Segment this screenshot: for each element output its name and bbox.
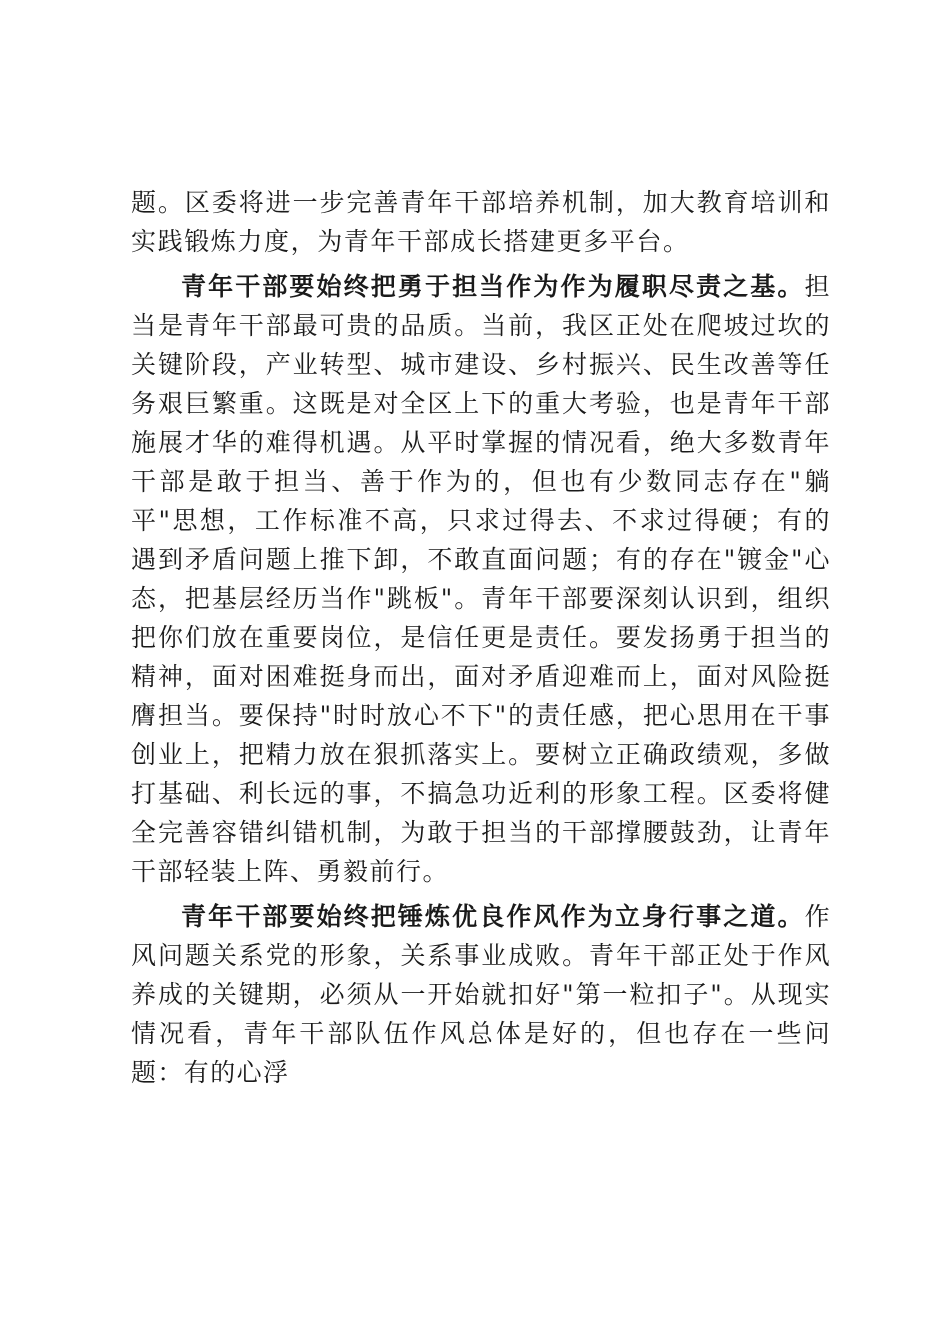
paragraph-3-lead: 青年干部要始终把锤炼优良作风作为立身行事之道。 <box>181 902 805 931</box>
paragraph-2-text: 担当是青年干部最可贵的品质。当前，我区正处在爬坡过坎的关键阶段，产业转型、城市建设、乡村振兴、民生改善等任务艰巨繁重。这既是对全区上下的重大考验，也是青年干部施展才华的难得机遇。从平时掌握的情况看，绝大多数青年干部是敢于担当、善于作为的，但也有少数同志存在"躺平"思想，工作标准不高，只求过得去、不求过得硬；有的遇到矛盾问题上推下卸，不敢直面问题；有的存在"镀金"心态，把基层经历当作"跳板"。青年干部要深刻认识到，组织把你们放在重要岗位，是信任更是责任。要发扬勇于担当的精神，面对困难挺身而出，面对矛盾迎难而上，面对风险挺膺担当。要保持"时时放心不下"的责任感，把心思用在干事创业上，把精力放在狠抓落实上。要树立正确政绩观，多做打基础、利长远的事，不搞急功近利的形象工程。区委将健全完善容错纠错机制，为敢于担当的干部撑腰鼓劲，让青年干部轻装上阵、勇毅前行。 <box>131 272 831 886</box>
paragraph-3-text: 作风问题关系党的形象，关系事业成败。青年干部正处于作风养成的关键期，必须从一开始就扣好"第一粒扣子"。从现实情况看，青年干部队伍作风总体是好的，但也存在一些问题：有的心浮 <box>131 902 831 1087</box>
paragraph-1 <box>131 183 831 261</box>
paragraph-2 <box>131 267 831 891</box>
paragraph-3 <box>131 897 831 1092</box>
paragraph-2-lead: 青年干部要始终把勇于担当作为作为履职尽责之基。 <box>181 272 805 301</box>
paragraph-1-text: 题。区委将进一步完善青年干部培养机制，加大教育培训和实践锻炼力度，为青年干部成长搭建更多平台。 <box>131 188 831 256</box>
document-page <box>131 183 831 1092</box>
